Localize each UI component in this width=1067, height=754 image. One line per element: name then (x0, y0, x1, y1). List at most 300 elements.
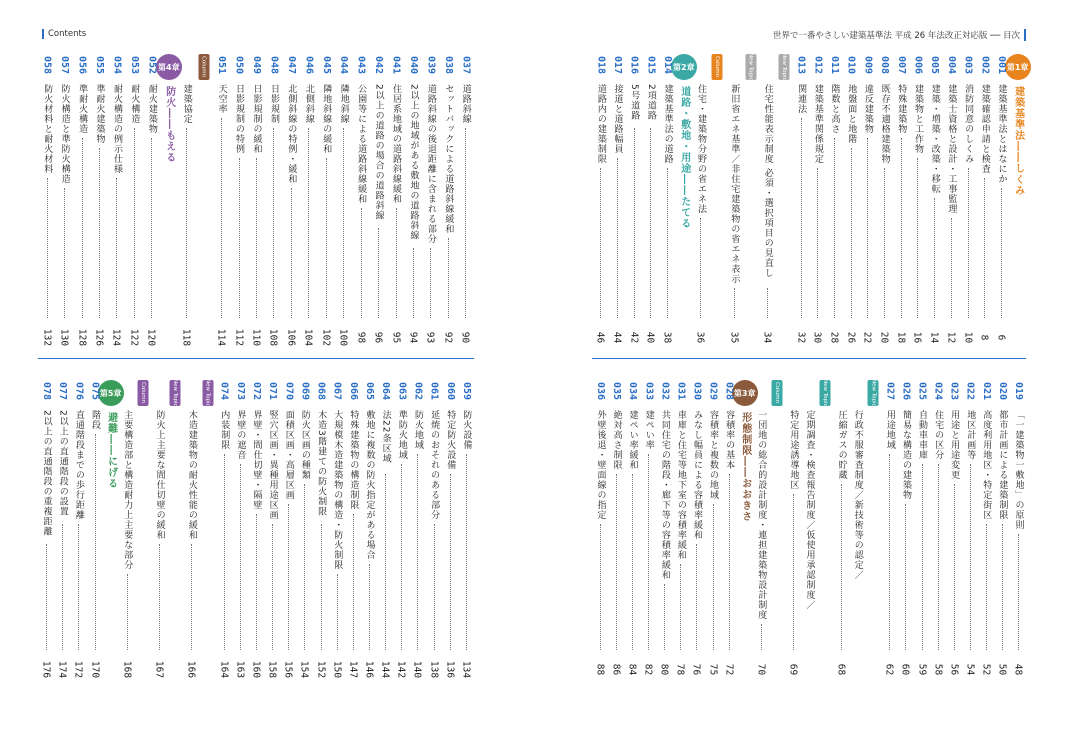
toc-entry[interactable] (859, 52, 876, 346)
dot-leader (922, 464, 923, 650)
toc-entry[interactable] (393, 378, 409, 678)
dot-leader (221, 118, 222, 318)
toc-entry[interactable] (300, 52, 317, 346)
entry-page-number: 114 (215, 328, 227, 347)
dot-leader (680, 564, 681, 650)
toc-entry[interactable] (73, 52, 90, 346)
toc-entry[interactable] (265, 52, 282, 346)
toc-entry[interactable] (897, 378, 913, 678)
entry-number: 040 (407, 56, 419, 75)
dot-leader (901, 138, 902, 318)
dot-leader (648, 454, 649, 650)
entry-title: 接道と道路幅員 (612, 84, 623, 154)
dot-leader (64, 188, 65, 318)
chapter-badge: 第2章 (671, 54, 697, 80)
entry-number: 067 (331, 382, 343, 401)
toc-entry[interactable] (849, 378, 865, 678)
entry-page-number: 174 (56, 660, 68, 679)
entry-page-number: 88 (594, 663, 606, 676)
toc-entry[interactable] (978, 378, 994, 678)
dot-leader (761, 624, 762, 650)
toc-entry[interactable] (640, 378, 656, 678)
dot-leader (413, 248, 414, 318)
entry-title: 天空率 (216, 84, 227, 114)
divider-left (38, 358, 474, 359)
entry-number: 068 (315, 382, 327, 401)
chapter-badge: 第1章 (1005, 54, 1031, 80)
entry-number: 004 (945, 56, 957, 75)
entry-title: 道路斜線 (460, 84, 471, 124)
toc-entry[interactable] (369, 52, 386, 346)
toc-entry[interactable] (352, 52, 369, 346)
toc-entry[interactable] (592, 52, 609, 346)
entry-title: 準耐火建築物 (94, 84, 105, 144)
toc-entry[interactable] (913, 378, 929, 678)
entry-number: 022 (964, 382, 976, 401)
entry-title: 違反建築物 (862, 84, 873, 134)
running-header: 世界で一番やさしい建築基準法 平成 26 年法改正対応版 ── 目次 (773, 29, 1026, 41)
toc-entry[interactable] (692, 52, 709, 346)
chapter-heading (158, 52, 180, 346)
entry-number: 042 (373, 56, 385, 75)
entry-page-number: 36 (694, 331, 706, 344)
topic-tag-column (817, 378, 833, 678)
entry-title: 建築士資格と設計・工事監理 (946, 84, 957, 214)
entry-number: 074 (218, 382, 230, 401)
toc-entry[interactable] (404, 52, 421, 346)
dot-leader (430, 248, 431, 318)
entry-number: 031 (675, 382, 687, 401)
entry-title: 主要構造部と構造耐力上主要な部分 (122, 410, 133, 570)
entry-title: 共同住宅の階段・廊下等の容積率緩和 (659, 410, 670, 580)
entry-number: 026 (900, 382, 912, 401)
entry-number: 076 (73, 382, 85, 401)
entry-page-number: 80 (658, 663, 670, 676)
entry-title: 特殊建築物の構造制限 (348, 410, 359, 510)
toc-entry[interactable] (609, 52, 626, 346)
entry-title: 耐火建築物 (146, 84, 157, 134)
entry-page-number: 152 (315, 660, 327, 679)
dot-leader (361, 208, 362, 318)
dot-leader (954, 484, 955, 650)
entry-title: 高度利用地区・特定街区 (981, 410, 992, 520)
entry-title: 車庫と住宅等地下室の容積率緩和 (675, 410, 686, 560)
chapter-title: 道路・敷地・用途――たてる (678, 86, 690, 229)
toc-entry[interactable] (809, 52, 826, 346)
entry-number: 053 (128, 56, 140, 75)
entry-number: 072 (250, 382, 262, 401)
dot-leader (159, 544, 160, 650)
entry-number: 007 (895, 56, 907, 75)
entry-page-number: 54 (964, 663, 976, 676)
toc-entry[interactable] (943, 52, 960, 346)
toc-entry[interactable] (759, 52, 776, 346)
toc-entry[interactable] (345, 378, 361, 678)
entry-title: 2以上の直通階段の重複距離 (41, 410, 52, 537)
entry-title: 建築協定 (181, 84, 192, 124)
toc-entry[interactable] (377, 378, 393, 678)
toc-entry[interactable] (1010, 378, 1026, 678)
toc-block-bottom-right (592, 378, 1026, 678)
entry-number: 010 (845, 56, 857, 75)
entry-page-number: 100 (337, 328, 349, 347)
dot-leader (984, 178, 985, 318)
entry-title: 特殊建築物 (896, 84, 907, 134)
entry-page-number: 158 (266, 660, 278, 679)
dot-leader (1018, 534, 1019, 650)
toc-entry[interactable] (329, 378, 345, 678)
topic-tag-column (769, 378, 785, 678)
dot-leader (321, 524, 322, 650)
toc-entry[interactable] (178, 52, 195, 346)
dot-leader (1002, 524, 1003, 650)
dot-leader (834, 138, 835, 318)
toc-entry[interactable] (642, 52, 659, 346)
entry-number: 051 (216, 56, 228, 75)
dot-leader (817, 168, 818, 318)
entry-page-number: 35 (728, 331, 740, 344)
toc-entry[interactable] (442, 378, 458, 678)
entry-title: 北側斜線 (303, 84, 314, 124)
toc-entry[interactable] (38, 378, 54, 678)
toc-entry[interactable] (86, 378, 102, 678)
toc-entry[interactable] (70, 378, 86, 678)
dot-leader (616, 474, 617, 650)
entry-number: 005 (929, 56, 941, 75)
toc-entry[interactable] (792, 52, 809, 346)
entry-title: 2以上の道路の場合の道路斜線 (373, 84, 384, 221)
toc-entry[interactable] (422, 52, 439, 346)
entry-page-number: 163 (234, 660, 246, 679)
entry-page-number: 46 (594, 331, 606, 344)
entry-number: 009 (862, 56, 874, 75)
toc-entry[interactable] (592, 378, 608, 678)
entry-page-number: 50 (996, 663, 1008, 676)
toc-entry[interactable] (264, 378, 280, 678)
dot-leader (465, 128, 466, 318)
toc-entry[interactable] (608, 378, 624, 678)
entry-title: 用途地域 (884, 410, 895, 450)
toc-entry[interactable] (672, 378, 688, 678)
entry-page-number: 98 (355, 331, 367, 344)
entry-page-number: 90 (459, 331, 471, 344)
dot-leader (650, 128, 651, 318)
entry-title: 都市計画による建築制限 (997, 410, 1008, 520)
dot-leader (600, 168, 601, 318)
dot-leader (401, 464, 402, 650)
entry-number: 036 (595, 382, 607, 401)
entry-title: 行政不服審査制度／新技術等の認定／ (852, 410, 863, 580)
dot-leader (239, 158, 240, 318)
entry-title: 建築確認申請と検査 (979, 84, 990, 174)
entry-page-number: 122 (128, 328, 140, 347)
entry-number: 049 (250, 56, 262, 75)
entry-page-number: 84 (626, 663, 638, 676)
toc-entry[interactable] (361, 378, 377, 678)
entry-number: 039 (425, 56, 437, 75)
entry-title: 消防同意のしくみ (963, 84, 974, 164)
toc-entry[interactable] (54, 378, 70, 678)
entry-number: 060 (444, 382, 456, 401)
entry-title: 圧縮ガスの貯蔵 (836, 410, 847, 480)
toc-entry[interactable] (125, 52, 142, 346)
toc-entry[interactable] (212, 52, 229, 346)
entry-number: 028 (723, 382, 735, 401)
entry-number: 032 (659, 382, 671, 401)
entry-title: 階数と高さ (829, 84, 840, 134)
entry-page-number: 136 (444, 660, 456, 679)
dot-leader (600, 524, 601, 650)
toc-entry[interactable] (785, 378, 801, 678)
toc-entry[interactable] (624, 378, 640, 678)
toc-entry[interactable] (994, 378, 1010, 678)
chapter-badge: 第3章 (732, 380, 758, 406)
entry-title: 防火上主要な間仕切壁の緩和 (154, 410, 165, 540)
entry-page-number: 86 (610, 663, 622, 676)
entry-title: 隣地斜線 (338, 84, 349, 124)
entry-page-number: 94 (407, 331, 419, 344)
entry-title: 簡易な構造の建築物 (900, 410, 911, 500)
entry-page-number: 96 (372, 331, 384, 344)
topic-tag: Column (712, 54, 723, 80)
toc-entry[interactable] (232, 378, 248, 678)
toc-entry[interactable] (458, 378, 474, 678)
topic-tag: Column (137, 380, 148, 406)
dot-leader (841, 484, 842, 650)
entry-number: 063 (396, 382, 408, 401)
toc-entry[interactable] (317, 52, 334, 346)
toc-entry[interactable] (280, 378, 296, 678)
toc-entry[interactable] (409, 378, 425, 678)
entry-page-number: 78 (674, 663, 686, 676)
entry-title: 竪穴区画・異種用途区画 (267, 410, 278, 520)
toc-entry[interactable] (426, 378, 442, 678)
entry-title: 定期調査・検査報告制度／仮使用承認制度／ (804, 410, 815, 610)
entry-page-number: 170 (89, 660, 100, 679)
entry-page-number: 160 (250, 660, 262, 679)
toc-entry[interactable] (151, 378, 167, 678)
entry-title: 日影規制の特例 (234, 84, 245, 154)
entry-number: 019 (1012, 382, 1024, 401)
entry-page-number: 22 (861, 331, 873, 344)
dot-leader (664, 584, 665, 650)
dot-leader (116, 178, 117, 318)
toc-entry[interactable] (726, 52, 743, 346)
chapter-title: 避難――にげる (105, 412, 117, 489)
toc-entry[interactable] (38, 52, 55, 346)
entry-title: 耐火構造 (129, 84, 140, 124)
toc-entry[interactable] (753, 378, 769, 678)
entry-page-number: 14 (928, 331, 940, 344)
toc-entry[interactable] (659, 52, 676, 346)
toc-entry[interactable] (457, 52, 474, 346)
dot-leader (617, 158, 618, 318)
topic-tag-column (865, 378, 881, 678)
entry-number: 057 (59, 56, 71, 75)
entry-title: 防火区画の種類 (299, 410, 310, 480)
entry-page-number: 102 (320, 328, 332, 347)
dot-leader (385, 474, 386, 650)
dot-leader (884, 168, 885, 318)
chapter-title: 防火――もえる (163, 86, 175, 163)
entry-number: 064 (380, 382, 392, 401)
toc-entry[interactable] (842, 52, 859, 346)
dot-leader (47, 178, 48, 318)
toc-entry[interactable] (216, 378, 232, 678)
entry-page-number: 172 (72, 660, 84, 679)
chapter-title: 建築基準法――しくみ (1012, 86, 1024, 196)
dot-leader (801, 118, 802, 318)
entry-number: 020 (996, 382, 1008, 401)
dot-leader (186, 128, 187, 318)
entry-page-number: 108 (267, 328, 279, 347)
entry-number: 012 (812, 56, 824, 75)
entry-title: 既存不適格建築物 (879, 84, 890, 164)
toc-block-top-left (38, 52, 474, 346)
toc-entry[interactable] (946, 378, 962, 678)
entry-number: 034 (627, 382, 639, 401)
entry-page-number: 130 (58, 328, 70, 347)
toc-entry[interactable] (876, 52, 893, 346)
toc-entry[interactable] (625, 52, 642, 346)
entry-title: 面積区画・高層区画 (283, 410, 294, 500)
toc-entry[interactable] (801, 378, 817, 678)
entry-page-number: 106 (285, 328, 297, 347)
entry-page-number: 82 (642, 663, 654, 676)
toc-entry[interactable] (108, 52, 125, 346)
entry-number: 015 (645, 56, 657, 75)
topic-tag: New Topic (745, 54, 756, 80)
toc-entry[interactable] (183, 378, 199, 678)
toc-entry[interactable] (688, 378, 704, 678)
toc-block-top-right (592, 52, 1029, 346)
entry-title: 容積率と複数の地域 (708, 410, 719, 500)
toc-entry[interactable] (959, 52, 976, 346)
toc-entry[interactable] (926, 52, 943, 346)
toc-entry[interactable] (721, 378, 737, 678)
entry-title: 住宅性能表示制度 必須・選択項目の見直し (762, 84, 773, 278)
entry-title: 住宅・建築物分野の省エネ法 (695, 84, 706, 214)
topic-tag: Column (198, 54, 209, 80)
entry-title: 地盤面と地階 (846, 84, 857, 144)
entry-number: 055 (94, 56, 106, 75)
dot-leader (337, 574, 338, 650)
entry-number: 006 (912, 56, 924, 75)
entry-title: 容積率の基本 (724, 410, 735, 470)
toc-entry[interactable] (248, 378, 264, 678)
entry-page-number: 138 (428, 660, 440, 679)
entry-number: 030 (691, 382, 703, 401)
topic-tag: New Topic (778, 54, 789, 80)
topic-tag: New Topic (868, 380, 879, 406)
entry-title: 日影規制 (268, 84, 279, 124)
entry-page-number: 132 (41, 328, 53, 347)
entry-title: 木造3階建ての防火制限 (316, 410, 327, 517)
toc-entry[interactable] (976, 52, 993, 346)
chapter-title: 形態制限――おおきさ (739, 412, 751, 522)
entry-page-number: 154 (298, 660, 310, 679)
dot-leader (734, 288, 735, 318)
toc-entry[interactable] (119, 378, 135, 678)
dot-leader (134, 128, 135, 318)
entry-title: セットバックによる道路斜線緩和 (443, 84, 454, 234)
toc-entry[interactable] (892, 52, 909, 346)
toc-entry[interactable] (55, 52, 72, 346)
entry-number: 011 (829, 56, 841, 75)
dot-leader (968, 168, 969, 318)
topic-tag: New Topic (170, 380, 181, 406)
toc-entry[interactable] (705, 378, 721, 678)
entry-title: 特定防火設備 (445, 410, 456, 470)
entry-title: 関連法 (796, 84, 807, 114)
dot-leader (713, 504, 714, 650)
toc-entry[interactable] (826, 52, 843, 346)
entry-number: 017 (612, 56, 624, 75)
toc-entry[interactable] (833, 378, 849, 678)
toc-entry[interactable] (90, 52, 107, 346)
entry-page-number: 72 (723, 663, 735, 676)
entry-page-number: 95 (390, 331, 402, 344)
toc-entry[interactable] (387, 52, 404, 346)
entry-number: 035 (611, 382, 623, 401)
entry-page-number: 18 (895, 331, 907, 344)
toc-entry[interactable] (962, 378, 978, 678)
entry-number: 025 (916, 382, 928, 401)
entry-title: 防火地域 (412, 410, 423, 450)
entry-page-number: 59 (916, 663, 927, 676)
topic-tag-column (167, 378, 183, 678)
toc-entry[interactable] (930, 378, 946, 678)
dot-leader (917, 158, 918, 318)
entry-number: 016 (628, 56, 640, 75)
entry-title: 建ぺい率 (643, 410, 654, 450)
toc-entry[interactable] (296, 378, 312, 678)
toc-entry[interactable] (230, 52, 247, 346)
toc-entry[interactable] (313, 378, 329, 678)
contents-label: Contents (42, 29, 86, 39)
entry-page-number: 56 (948, 663, 960, 676)
entry-page-number: 30 (811, 331, 823, 344)
dot-leader (304, 484, 305, 650)
entry-number: 014 (662, 56, 674, 75)
toc-entry[interactable] (439, 52, 456, 346)
entry-page-number: 16 (911, 331, 923, 344)
toc-entry[interactable] (247, 52, 264, 346)
entry-title: 防火構造と準防火構造 (59, 84, 70, 184)
dot-leader (78, 524, 79, 650)
entry-number: 054 (111, 56, 123, 75)
toc-entry[interactable] (881, 378, 897, 678)
entry-title: 防火材料と耐火材料 (42, 84, 53, 174)
dot-leader (905, 504, 906, 650)
toc-entry[interactable] (993, 52, 1010, 346)
entry-number: 002 (979, 56, 991, 75)
entry-page-number: 42 (628, 331, 640, 344)
toc-entry[interactable] (143, 52, 160, 346)
topic-tag-column (195, 52, 212, 346)
entry-page-number: 164 (218, 660, 230, 679)
toc-entry[interactable] (334, 52, 351, 346)
entry-number: 038 (442, 56, 454, 75)
dot-leader (396, 208, 397, 318)
dot-leader (448, 238, 449, 318)
entry-page-number: 52 (980, 663, 992, 676)
toc-entry[interactable] (282, 52, 299, 346)
chapter-heading (1006, 52, 1029, 346)
toc-entry[interactable] (909, 52, 926, 346)
dot-leader (256, 158, 257, 318)
toc-entry[interactable] (656, 378, 672, 678)
